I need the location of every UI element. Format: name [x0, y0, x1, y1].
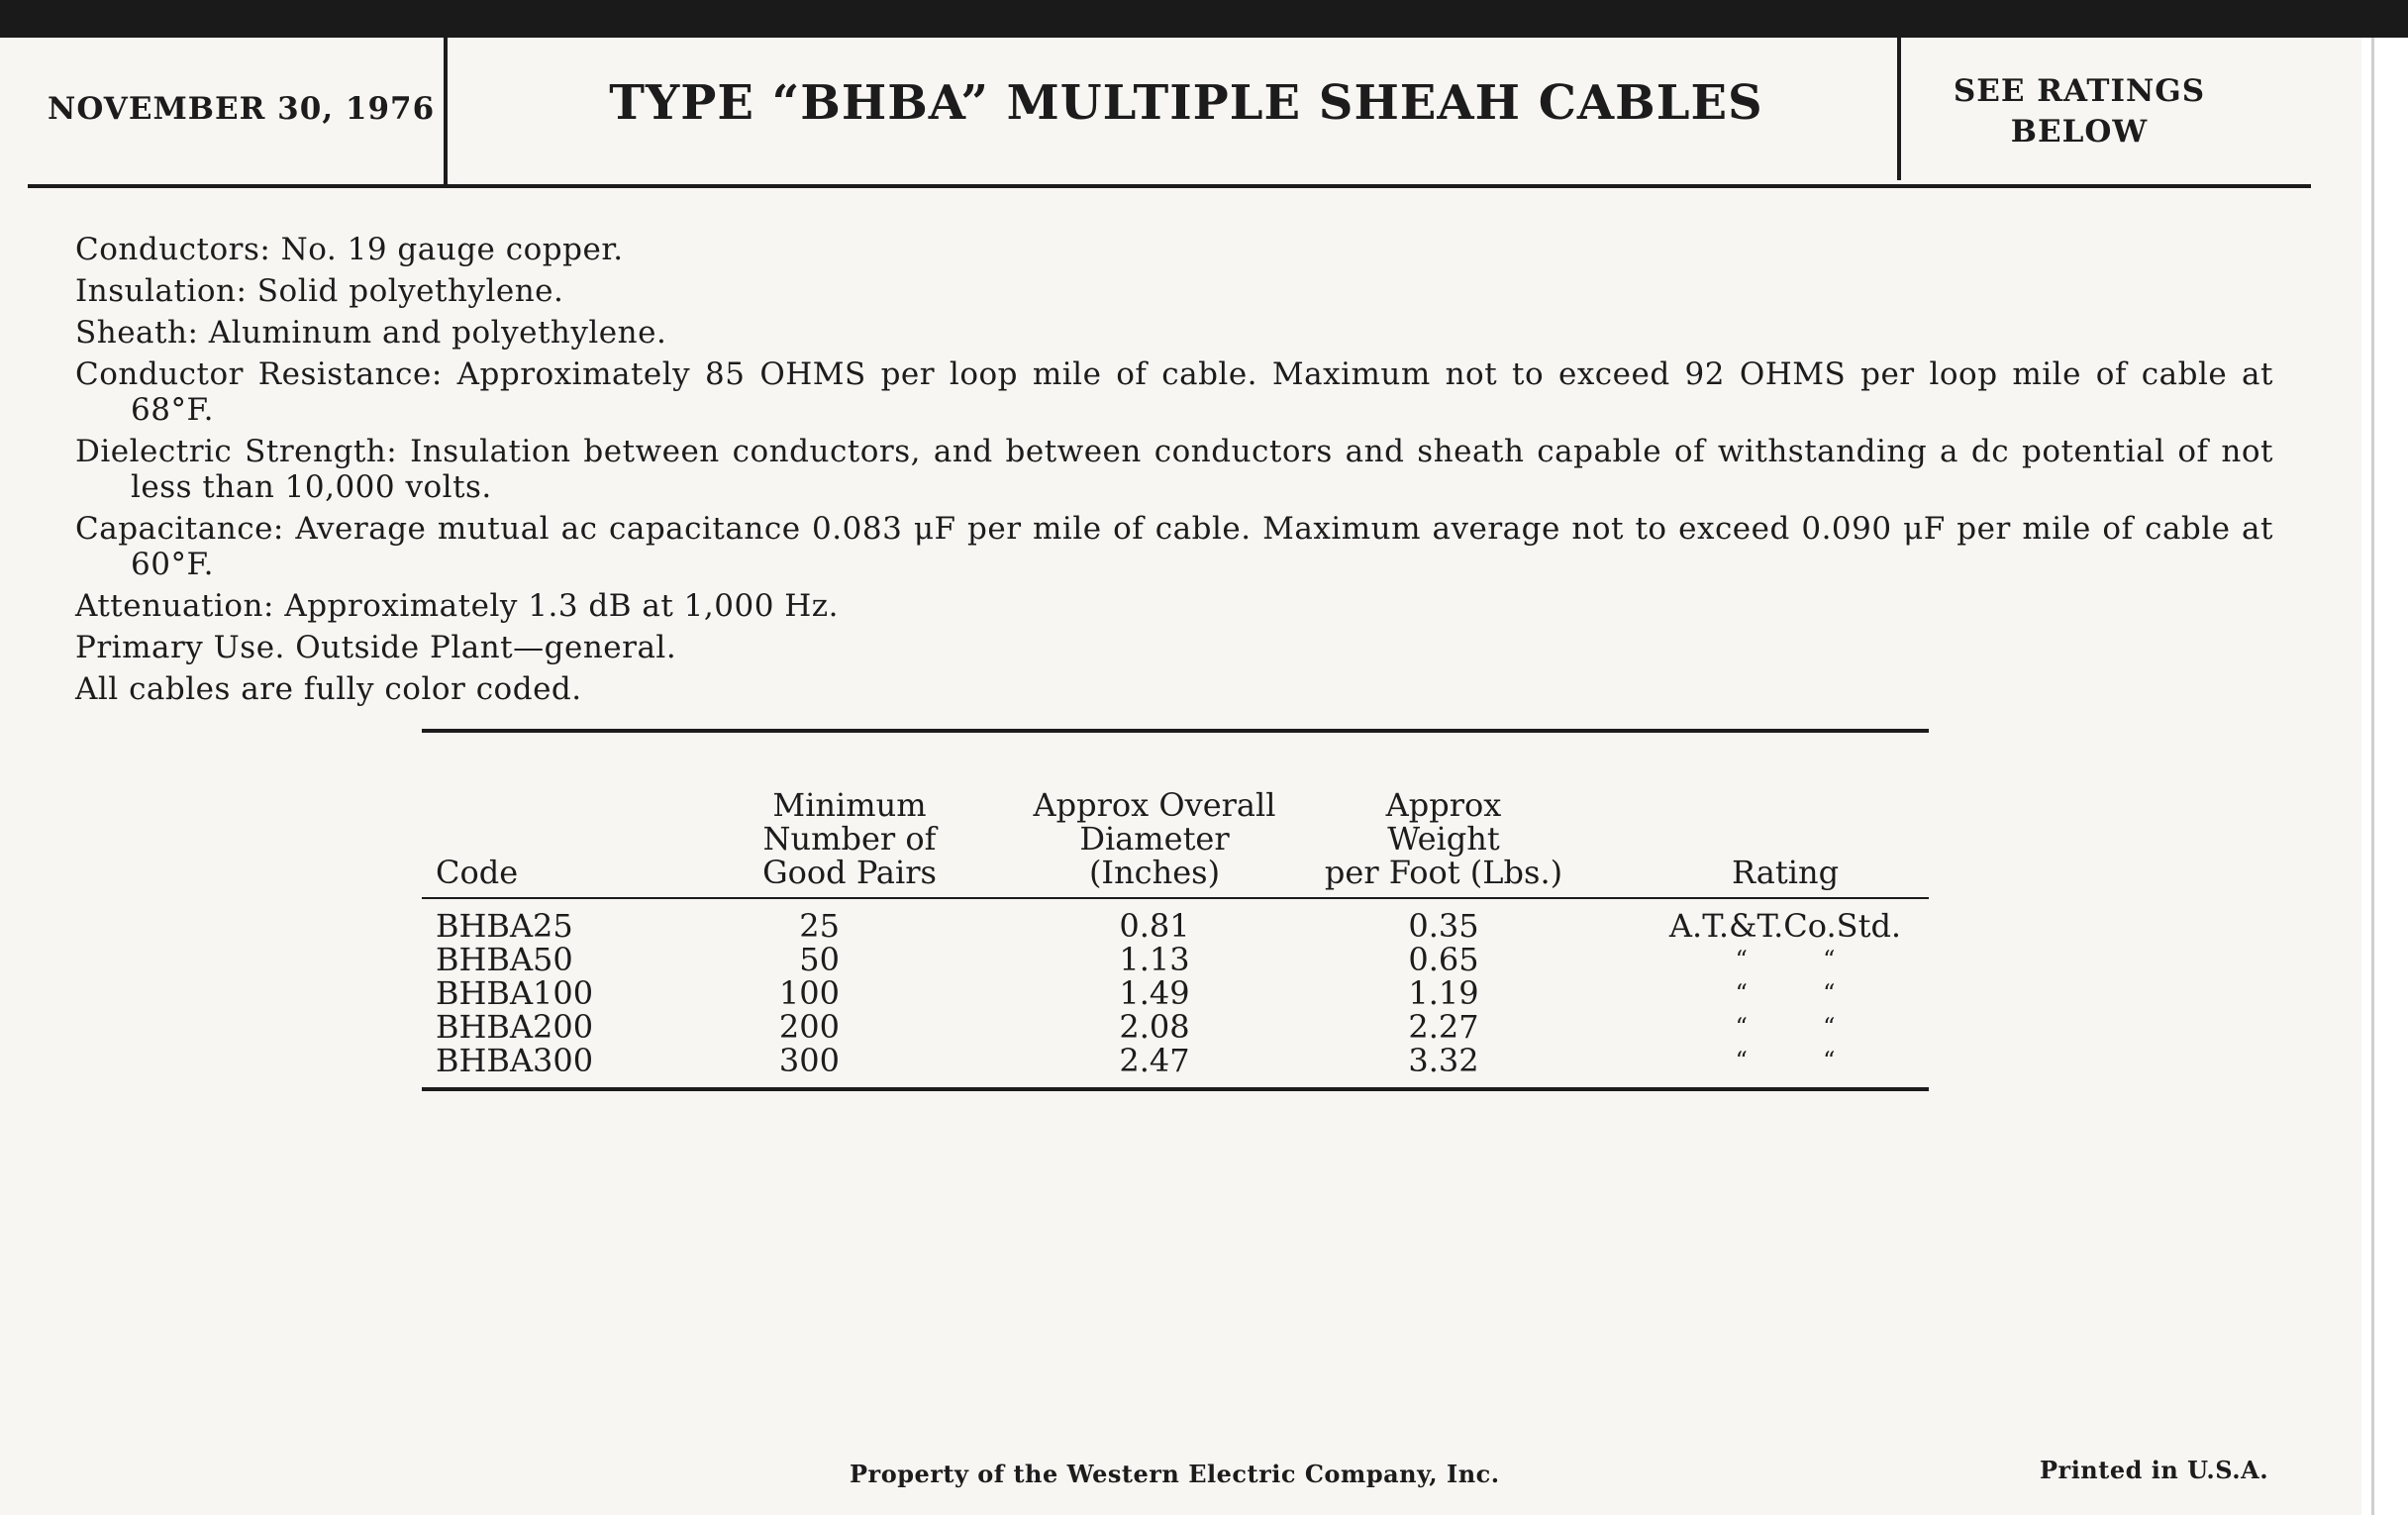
cell-code: BHBA200: [436, 1008, 594, 1046]
spec-label: Insulation:: [75, 273, 248, 309]
cell-code: BHBA25: [436, 907, 573, 945]
cell-diameter: 2.47: [1119, 1042, 1190, 1079]
spec-text: Average mutual ac capacitance 0.083 μF per mile of cable. Maximum average not to exceed 0.090 μF per mile of cable at 60°F.: [131, 511, 2273, 582]
header-line: Number of: [762, 820, 937, 858]
column-header-rating: [1642, 780, 1929, 889]
table-row: [422, 976, 1929, 1010]
spec-label: Primary Use.: [75, 630, 285, 665]
spec-attenuation: [75, 588, 2273, 624]
header-title: TYPE “BHBA” MULTIPLE SHEAH CABLES: [609, 75, 1763, 131]
header-line: Weight: [1387, 820, 1500, 858]
table-row: [422, 909, 1929, 943]
header-line: Minimum: [772, 786, 927, 824]
header-rating-note: [1901, 71, 2258, 152]
table-rule-bottom: [422, 1087, 1929, 1091]
header-date: NOVEMBER 30, 1976: [48, 91, 436, 127]
spec-insulation: [75, 273, 2273, 309]
spec-text: Solid polyethylene.: [256, 273, 564, 309]
table-row: [422, 1044, 1929, 1077]
cell-pairs: 200: [778, 1008, 840, 1046]
header-rating-line1: SEE RATINGS: [1953, 73, 2206, 109]
spec-text: Outside Plant—general.: [295, 630, 677, 665]
cell-rating: A.T.&T.Co.Std.: [1668, 907, 1902, 945]
cell-diameter: 0.81: [1119, 907, 1190, 945]
cell-weight: 1.19: [1408, 974, 1479, 1012]
spec-dielectric-strength: [75, 434, 2273, 505]
cell-pairs: 50: [799, 941, 840, 978]
column-header-weight: [1289, 780, 1598, 889]
header-line: (Inches): [1088, 854, 1221, 891]
cell-code: BHBA300: [436, 1042, 594, 1079]
cell-code: BHBA100: [436, 974, 594, 1012]
header-line: Approx Overall: [1033, 786, 1276, 824]
spec-text: Insulation between conductors, and between conductors and sheath capable of withstanding a dc potential of not less than 10,000 volts.: [131, 434, 2273, 505]
table-rule-top: [422, 729, 1929, 733]
header-line: Good Pairs: [762, 854, 937, 891]
spec-label: Conductors:: [75, 232, 271, 267]
cell-rating: “ “: [1735, 1013, 1836, 1041]
specifications: [75, 232, 2273, 713]
table-rule-mid: [422, 897, 1929, 899]
footer-property-notice: Property of the Western Electric Company, Inc.: [850, 1460, 1500, 1488]
column-header-diameter: [996, 780, 1313, 889]
card-right-border: [2371, 38, 2374, 1515]
cell-pairs: 100: [778, 974, 840, 1012]
card-right-margin: [2361, 38, 2408, 1515]
spec-conductors: [75, 232, 2273, 267]
header-line: Rating: [1731, 854, 1840, 891]
catalog-card: [0, 38, 2361, 1515]
cell-pairs: 25: [799, 907, 840, 945]
spec-label: Sheath:: [75, 315, 199, 351]
table-row: [422, 1010, 1929, 1044]
spec-text: No. 19 gauge copper.: [280, 232, 624, 267]
header-line: Diameter: [1079, 820, 1230, 858]
card-header: [28, 38, 2311, 188]
cell-rating: “ “: [1735, 979, 1836, 1007]
spec-text: Aluminum and polyethylene.: [208, 315, 667, 351]
spec-primary-use: [75, 630, 2273, 665]
cell-weight: 0.35: [1408, 907, 1479, 945]
spec-label: Capacitance:: [75, 511, 284, 547]
cell-diameter: 1.13: [1119, 941, 1190, 978]
cell-pairs: 300: [778, 1042, 840, 1079]
spec-text: Approximately 85 OHMS per loop mile of cable. Maximum not to exceed 92 OHMS per loop mile of cable at 68°F.: [131, 356, 2273, 428]
cell-diameter: 2.08: [1119, 1008, 1190, 1046]
spec-label: Attenuation:: [75, 588, 274, 624]
header-line: Approx: [1385, 786, 1502, 824]
header-line: per Foot (Lbs.): [1324, 854, 1563, 891]
cell-code: BHBA50: [436, 941, 573, 978]
spec-label: Dielectric Strength:: [75, 434, 398, 469]
footer-printed-in: Printed in U.S.A.: [2040, 1456, 2269, 1484]
cell-diameter: 1.49: [1119, 974, 1190, 1012]
cell-weight: 2.27: [1408, 1008, 1479, 1046]
header-line: Code: [436, 854, 519, 891]
spec-capacitance: [75, 511, 2273, 582]
header-rule: [28, 184, 2311, 188]
column-header-code: [436, 780, 574, 889]
cell-rating: “ “: [1735, 946, 1836, 973]
spec-text: All cables are fully color coded.: [75, 671, 582, 707]
column-header-pairs: [741, 780, 958, 889]
spec-text: Approximately 1.3 dB at 1,000 Hz.: [284, 588, 839, 624]
cell-weight: 3.32: [1408, 1042, 1479, 1079]
spec-conductor-resistance: [75, 356, 2273, 428]
table-row: [422, 943, 1929, 976]
spec-sheath: [75, 315, 2273, 351]
spec-label: Conductor Resistance:: [75, 356, 443, 392]
cell-weight: 0.65: [1408, 941, 1479, 978]
spec-color-coded: [75, 671, 2273, 707]
cell-rating: “ “: [1735, 1047, 1836, 1074]
header-rating-line2: BELOW: [2010, 114, 2149, 150]
